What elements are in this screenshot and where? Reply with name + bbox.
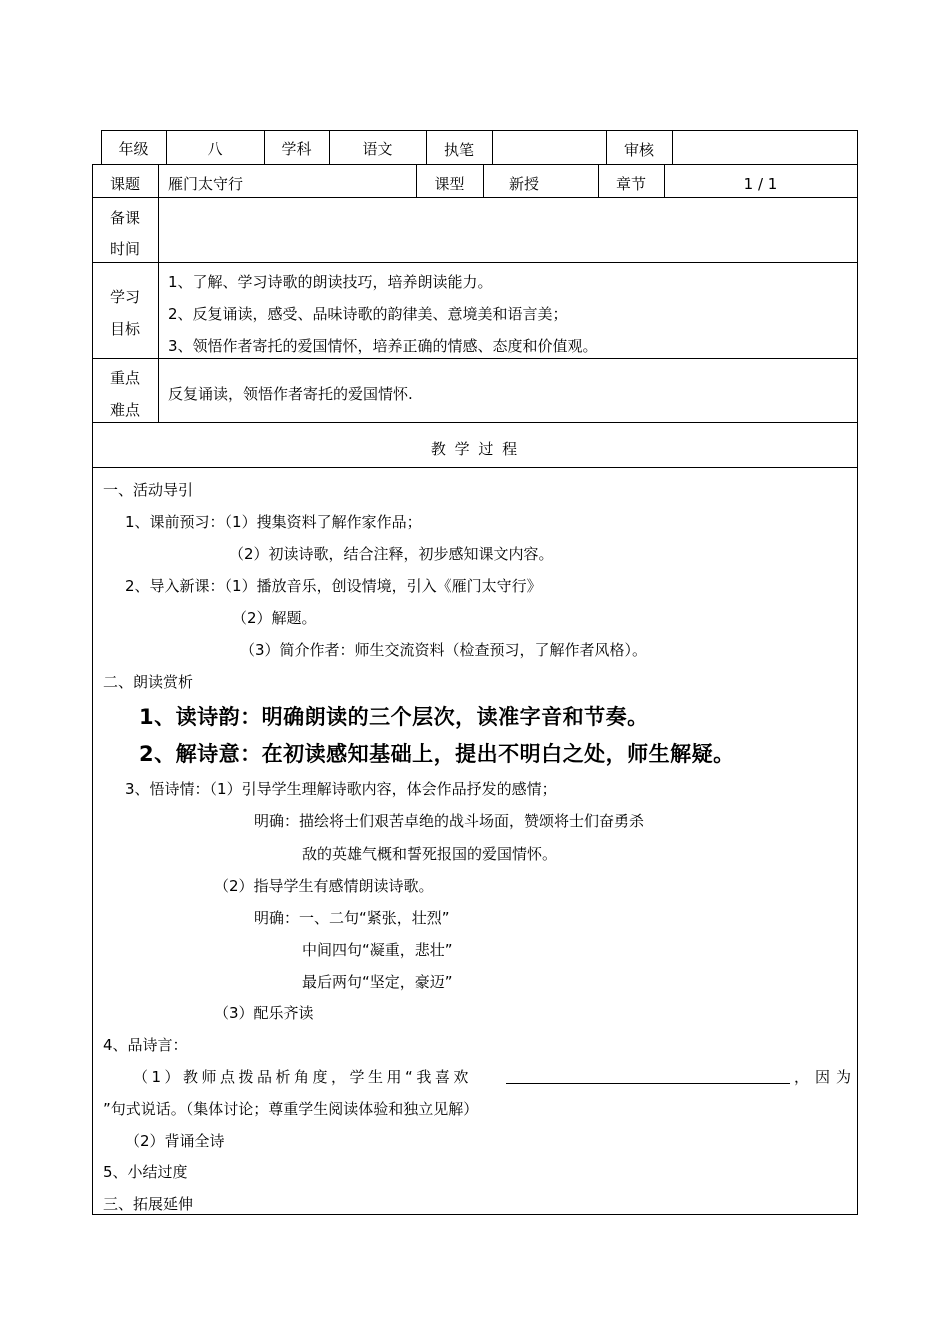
grade-label: 年级: [118, 140, 149, 158]
process-line: 4、品诗言：: [103, 1036, 188, 1054]
process-line: 2、导入新课：（1）播放音乐，创设情境，引入《雁门太守行》: [125, 577, 542, 595]
section-heading: 一、活动导引: [103, 481, 194, 499]
key-label-2: 难点: [109, 401, 140, 419]
fill-blank-line: [506, 1083, 790, 1084]
process-line: （1）教师点拨品析角度，学生用“我喜欢: [133, 1068, 472, 1086]
process-line: ，因为: [794, 1068, 858, 1086]
process-line: 明确：描绘将士们艰苦卓绝的战斗场面，赞颂将士们奋勇杀: [254, 812, 645, 830]
subject-label: 学科: [281, 140, 312, 158]
process-line: （2）解题。: [232, 609, 317, 627]
section-heading: 三、拓展延伸: [103, 1195, 194, 1213]
goal-item: 1、了解、学习诗歌的朗读技巧，培养朗读能力。: [168, 273, 493, 291]
process-title: 教 学 过 程: [430, 440, 520, 458]
topic-label: 课题: [109, 175, 140, 193]
section-heading: 二、朗读赏析: [103, 673, 194, 691]
goal-item: 2、反复诵读，感受、品味诗歌的韵律美、意境美和语言美；: [168, 305, 568, 323]
prep-time-label-2: 时间: [109, 240, 140, 258]
key-label-1: 重点: [109, 369, 140, 387]
process-line: （3）配乐齐读: [214, 1004, 314, 1022]
type-label: 课型: [434, 175, 465, 193]
topic-value: 雁门太守行: [168, 175, 244, 193]
chapter-label: 章节: [615, 175, 646, 193]
highlight-line: 2、解诗意：在初读感知基础上，提出不明白之处，师生解疑。: [139, 742, 735, 766]
goal-item: 3、领悟作者寄托的爱国情怀，培养正确的情感、态度和价值观。: [168, 337, 598, 355]
type-value: 新授: [509, 175, 540, 193]
process-line: ”句式说话。（集体讨论；尊重学生阅读体验和独立见解）: [103, 1100, 479, 1118]
process-line: 3、悟诗情：（1）引导学生理解诗歌内容，体会作品抒发的感情；: [125, 780, 557, 798]
process-line: 5、小结过度: [103, 1163, 188, 1181]
grade-value: 八: [207, 140, 223, 158]
process-line: （2）初读诗歌，结合注释，初步感知课文内容。: [229, 545, 554, 563]
author-label: 执笔: [443, 141, 474, 159]
process-line: 敌的英雄气概和誓死报国的爱国情怀。: [302, 845, 558, 863]
process-line: 最后两句“坚定，豪迈”: [302, 973, 453, 991]
subject-value: 语文: [362, 140, 393, 158]
process-line: （2）指导学生有感情朗读诗歌。: [214, 877, 434, 895]
chapter-value: 1 / 1: [743, 175, 778, 193]
process-line: 1、课前预习：（1）搜集资料了解作家作品；: [125, 513, 422, 531]
process-line: 中间四句“凝重，悲壮”: [302, 941, 453, 959]
process-line: （3）简介作者：师生交流资料（检查预习，了解作者风格）。: [240, 641, 648, 659]
goals-label-1: 学习: [109, 288, 140, 306]
highlight-line: 1、读诗韵：明确朗读的三个层次，读准字音和节奏。: [139, 705, 649, 729]
review-label: 审核: [623, 141, 654, 159]
prep-time-label-1: 备课: [109, 209, 140, 227]
key-value: 反复诵读，领悟作者寄托的爱国情怀.: [168, 385, 413, 403]
process-line: 明确：一、二句“紧张，壮烈”: [254, 909, 450, 927]
process-line: （2）背诵全诗: [125, 1132, 225, 1150]
goals-label-2: 目标: [109, 320, 140, 338]
